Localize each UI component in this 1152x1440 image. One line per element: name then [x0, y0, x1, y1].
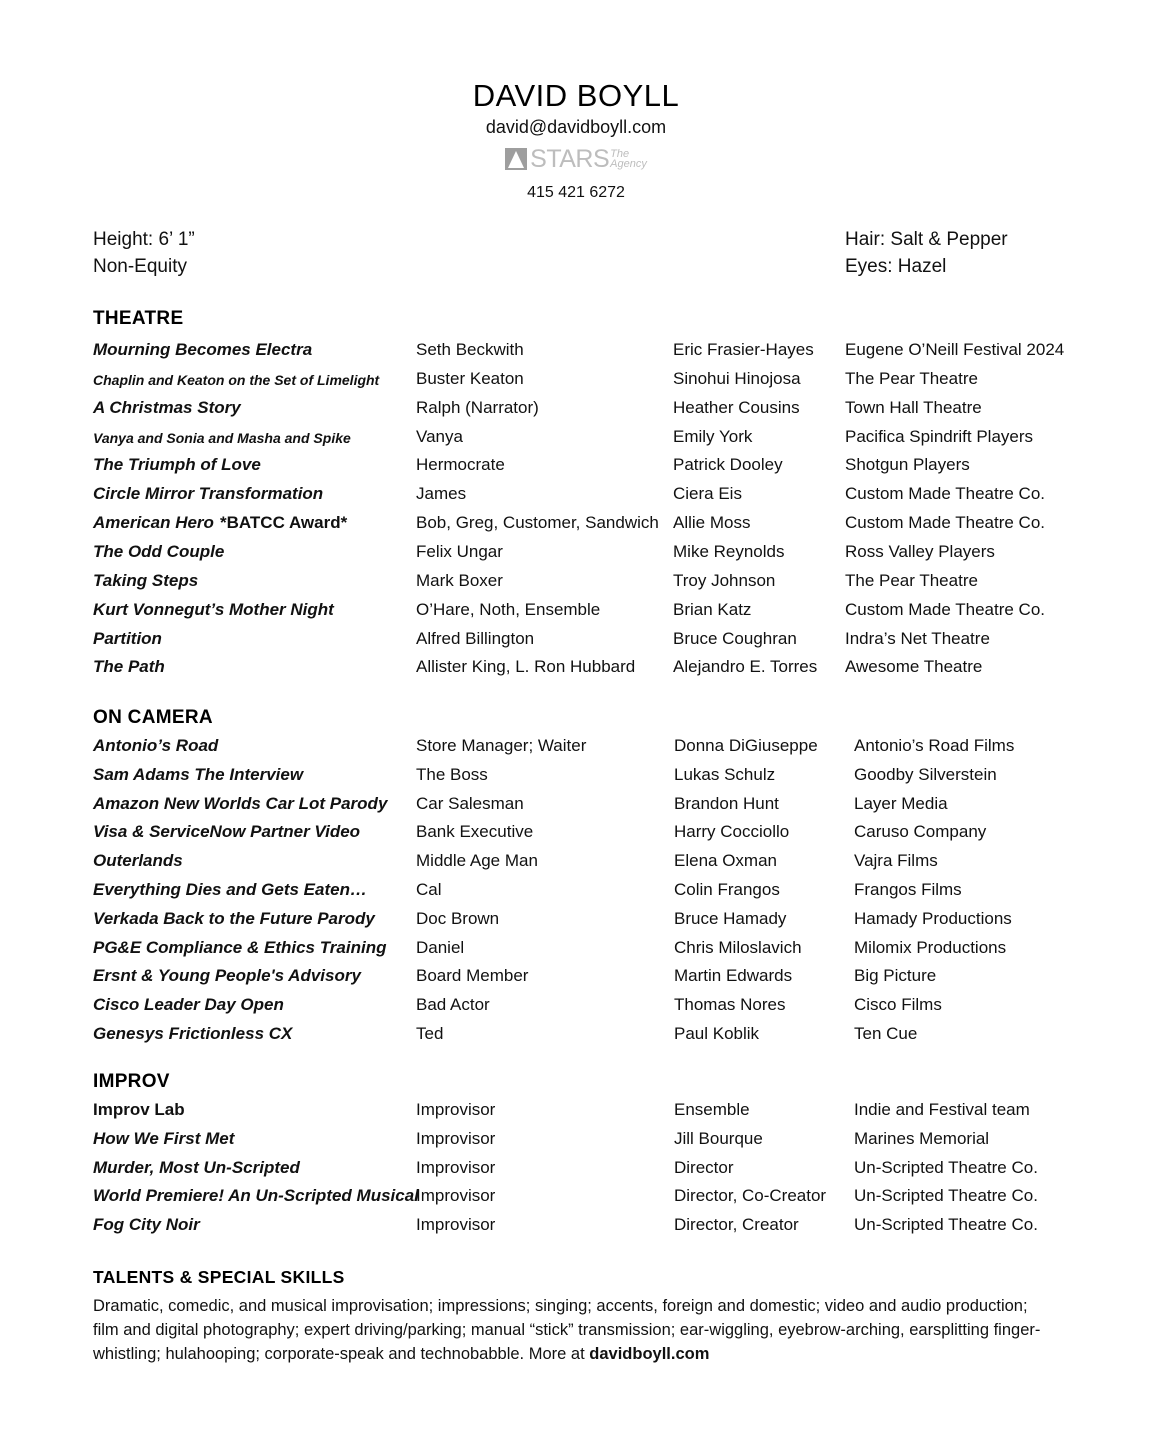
- credit-company: Pacifica Spindrift Players: [845, 426, 1034, 446]
- credit-company: Big Picture: [854, 966, 937, 986]
- credit-role: Middle Age Man: [416, 851, 538, 871]
- credit-title: How We First Met: [93, 1128, 235, 1148]
- credit-role: Improvisor: [416, 1215, 496, 1234]
- credit-title: Taking Steps: [93, 570, 199, 590]
- credit-director: Patrick Dooley: [673, 455, 783, 475]
- credit-director: Allie Moss: [673, 513, 751, 533]
- credit-director: Director: [674, 1157, 734, 1177]
- credit-title: Outerlands: [93, 851, 183, 871]
- credit-director: Thomas Nores: [674, 995, 786, 1015]
- actor-name: DAVID BOYLL: [472, 78, 680, 113]
- credit-row: [0, 1024, 1152, 1053]
- credit-row: [0, 851, 1152, 880]
- credit-role: Store Manager; Waiter: [416, 736, 587, 755]
- credit-row: [0, 657, 1152, 686]
- section-title-theatre: THEATRE: [93, 308, 184, 329]
- credit-title: Improv Lab: [93, 1100, 185, 1119]
- credit-company: Goodby Silverstein: [854, 764, 997, 784]
- credit-row: [0, 542, 1152, 571]
- credit-company: Custom Made Theatre Co.: [845, 513, 1045, 533]
- credit-company: Un-Scripted Theatre Co.: [854, 1157, 1038, 1177]
- credit-row: [0, 880, 1152, 909]
- credit-row: [0, 938, 1152, 967]
- credit-row: [0, 369, 1152, 398]
- credit-row: [0, 1158, 1152, 1187]
- credit-role: Bank Executive: [416, 822, 534, 842]
- credit-row: [0, 909, 1152, 938]
- credit-role: Car Salesman: [416, 793, 524, 813]
- credit-company: Eugene O’Neill Festival 2024: [845, 340, 1065, 359]
- credit-title: American Hero: [93, 513, 214, 533]
- credit-title: Mourning Becomes Electra: [93, 340, 313, 359]
- stat-union: Non-Equity: [93, 256, 187, 277]
- credit-row: [0, 427, 1152, 456]
- section-title-skills: TALENTS & SPECIAL SKILLS: [93, 1267, 345, 1287]
- credit-row: [0, 1215, 1152, 1244]
- credit-company: Ten Cue: [854, 1024, 918, 1043]
- credit-role: Improvisor: [416, 1100, 496, 1119]
- credit-company: Vajra Films: [854, 851, 938, 871]
- skills-line-1: Dramatic, comedic, and musical improvisation; impressions; singing; accents, foreign and domestic; video and audio production;: [93, 1297, 1028, 1315]
- credit-director: Emily York: [673, 426, 753, 446]
- credit-company: The Pear Theatre: [845, 570, 978, 590]
- credit-company: Un-Scripted Theatre Co.: [854, 1186, 1038, 1206]
- credit-role: Seth Beckwith: [416, 340, 524, 359]
- credit-title: The Triumph of Love: [93, 455, 261, 475]
- section-title-improv: IMPROV: [93, 1071, 170, 1092]
- credit-director: Bruce Hamady: [674, 908, 787, 928]
- skills-paragraph: [93, 1294, 1053, 1366]
- credit-role: Improvisor: [416, 1157, 496, 1177]
- credit-director: Donna DiGiuseppe: [674, 736, 818, 755]
- credit-director: Director, Creator: [674, 1215, 799, 1234]
- credit-director: Ciera Eis: [673, 484, 742, 504]
- credit-director: Lukas Schulz: [674, 764, 776, 784]
- credit-director: Martin Edwards: [674, 966, 793, 986]
- credit-row: [0, 398, 1152, 427]
- credit-title: Genesys Frictionless CX: [93, 1024, 293, 1043]
- credit-row: [0, 600, 1152, 629]
- credit-role: Daniel: [416, 937, 465, 957]
- stat-eyes: Eyes: Hazel: [845, 256, 947, 277]
- credit-title: Fog City Noir: [93, 1215, 200, 1234]
- credit-award: *BATCC Award*: [220, 513, 348, 533]
- credit-company: Layer Media: [854, 793, 948, 813]
- skills-line-2: film and digital photography; expert driving/parking; manual “stick” transmission; ear-wiggling, eyebrow-arching, earsplitting finger-: [93, 1321, 1041, 1339]
- credit-director: Elena Oxman: [674, 851, 777, 871]
- credit-title: The Odd Couple: [93, 541, 225, 561]
- credit-role: James: [416, 484, 467, 504]
- credit-company: Cisco Films: [854, 995, 942, 1015]
- credit-role: Bad Actor: [416, 995, 490, 1015]
- phone-number: 415 421 6272: [527, 184, 625, 201]
- credit-role: Felix Ungar: [416, 541, 503, 561]
- credit-role: O’Hare, Noth, Ensemble: [416, 599, 601, 619]
- credit-title: Chaplin and Keaton on the Set of Limelight: [93, 371, 380, 388]
- credit-role: Improvisor: [416, 1186, 496, 1206]
- credit-company: Awesome Theatre: [845, 657, 983, 677]
- credit-director: Heather Cousins: [673, 397, 800, 417]
- credit-title: World Premiere! An Un-Scripted Musical: [93, 1186, 419, 1206]
- credit-role: Ralph (Narrator): [416, 397, 539, 417]
- credit-row: [0, 765, 1152, 794]
- credit-row: [0, 1186, 1152, 1215]
- credit-role: Vanya: [416, 426, 463, 446]
- credit-row: [0, 513, 1152, 542]
- credit-director: Brian Katz: [673, 599, 752, 619]
- credit-role: Bob, Greg, Customer, Sandwich: [416, 513, 659, 533]
- agency-logo-sub2: Agency: [610, 158, 647, 170]
- agency-logo-sub1: The: [610, 148, 630, 160]
- credit-company: Milomix Productions: [854, 937, 1007, 957]
- credit-title: Amazon New Worlds Car Lot Parody: [93, 793, 388, 813]
- credit-company: Caruso Company: [854, 822, 987, 842]
- credit-role: Cal: [416, 880, 442, 899]
- credit-company: Town Hall Theatre: [845, 397, 982, 417]
- email-address[interactable]: david@davidboyll.com: [485, 117, 667, 137]
- credit-title: The Path: [93, 657, 165, 677]
- credit-row: [0, 571, 1152, 600]
- credit-director: Brandon Hunt: [674, 793, 779, 813]
- resume-header: [0, 78, 1152, 203]
- credit-title: Circle Mirror Transformation: [93, 484, 324, 504]
- credit-title: PG&E Compliance & Ethics Training: [93, 937, 387, 957]
- credit-director: Paul Koblik: [674, 1024, 760, 1043]
- credit-row: [0, 340, 1152, 369]
- credit-company: Indra’s Net Theatre: [845, 628, 990, 648]
- credit-company: Indie and Festival team: [854, 1100, 1030, 1119]
- triangle-logo-icon: [505, 148, 527, 170]
- skills-line-3-text: whistling; hulahooping; corporate-speak and technobabble. More at: [93, 1345, 585, 1363]
- credit-company: Hamady Productions: [854, 908, 1012, 928]
- credit-company: Custom Made Theatre Co.: [845, 599, 1045, 619]
- credit-director: Alejandro E. Torres: [673, 657, 818, 677]
- credit-title: Sam Adams The Interview: [93, 764, 304, 784]
- credit-director: Mike Reynolds: [673, 541, 785, 561]
- agency-logo: [505, 144, 647, 174]
- credit-title: Partition: [93, 628, 162, 648]
- credit-title: Visa & ServiceNow Partner Video: [93, 822, 361, 842]
- credit-company: Un-Scripted Theatre Co.: [854, 1215, 1038, 1234]
- credit-role: Improvisor: [416, 1128, 496, 1148]
- credit-company: Custom Made Theatre Co.: [845, 484, 1045, 504]
- credit-title: Murder, Most Un-Scripted: [93, 1157, 300, 1177]
- credit-row: [0, 1129, 1152, 1158]
- credit-role: Board Member: [416, 966, 529, 986]
- credit-title: Everything Dies and Gets Eaten…: [93, 880, 367, 899]
- credit-role: Doc Brown: [416, 908, 500, 928]
- credit-role: Buster Keaton: [416, 368, 524, 388]
- credit-row: [0, 629, 1152, 658]
- skills-line-3: [93, 1342, 1053, 1366]
- credit-row: [0, 484, 1152, 513]
- credit-title: Verkada Back to the Future Parody: [93, 908, 375, 928]
- credit-title: Vanya and Sonia and Masha and Spike: [93, 429, 351, 446]
- credit-row: [0, 966, 1152, 995]
- credit-director: Sinohui Hinojosa: [673, 368, 801, 388]
- credit-director: Jill Bourque: [674, 1128, 763, 1148]
- credit-role: Alfred Billington: [416, 628, 535, 648]
- credit-row: [0, 1100, 1152, 1129]
- credit-title: Cisco Leader Day Open: [93, 995, 284, 1015]
- credit-row: [0, 794, 1152, 823]
- credit-row: [0, 995, 1152, 1024]
- credit-director: Colin Frangos: [674, 880, 780, 899]
- credit-title: Antonio’s Road: [93, 736, 219, 755]
- credit-company: The Pear Theatre: [845, 368, 978, 388]
- agency-logo-subtext: [610, 149, 647, 169]
- credit-director: Bruce Coughran: [673, 628, 797, 648]
- credit-role: Allister King, L. Ron Hubbard: [416, 657, 636, 677]
- credit-title: A Christmas Story: [93, 397, 241, 417]
- credit-company: Marines Memorial: [854, 1128, 990, 1148]
- credit-director: Troy Johnson: [673, 570, 776, 590]
- credit-director: Harry Cocciollo: [674, 822, 790, 842]
- credit-company: Shotgun Players: [845, 455, 970, 475]
- credit-director: Ensemble: [674, 1100, 750, 1119]
- credit-company: Antonio’s Road Films: [854, 736, 1015, 755]
- credit-company: Ross Valley Players: [845, 541, 995, 561]
- credit-title: Ersnt & Young People's Advisory: [93, 966, 361, 986]
- credit-role: Ted: [416, 1024, 444, 1043]
- section-title-on-camera: ON CAMERA: [93, 707, 213, 728]
- credit-row: [0, 736, 1152, 765]
- credit-role: Mark Boxer: [416, 570, 503, 590]
- credit-director: Chris Miloslavich: [674, 937, 802, 957]
- credit-row: [0, 822, 1152, 851]
- credit-director: Director, Co-Creator: [674, 1186, 827, 1206]
- credit-company: Frangos Films: [854, 880, 962, 899]
- credit-director: Eric Frasier-Hayes: [673, 340, 814, 359]
- credit-role: Hermocrate: [416, 455, 505, 475]
- stat-hair: Hair: Salt & Pepper: [845, 229, 1008, 250]
- credit-title: Kurt Vonnegut’s Mother Night: [93, 599, 334, 619]
- credit-row: [0, 455, 1152, 484]
- stat-height: Height: 6’ 1”: [93, 229, 195, 250]
- website-link[interactable]: davidboyll.com: [589, 1345, 710, 1363]
- credit-role: The Boss: [416, 764, 488, 784]
- agency-logo-text: STARS: [530, 144, 610, 173]
